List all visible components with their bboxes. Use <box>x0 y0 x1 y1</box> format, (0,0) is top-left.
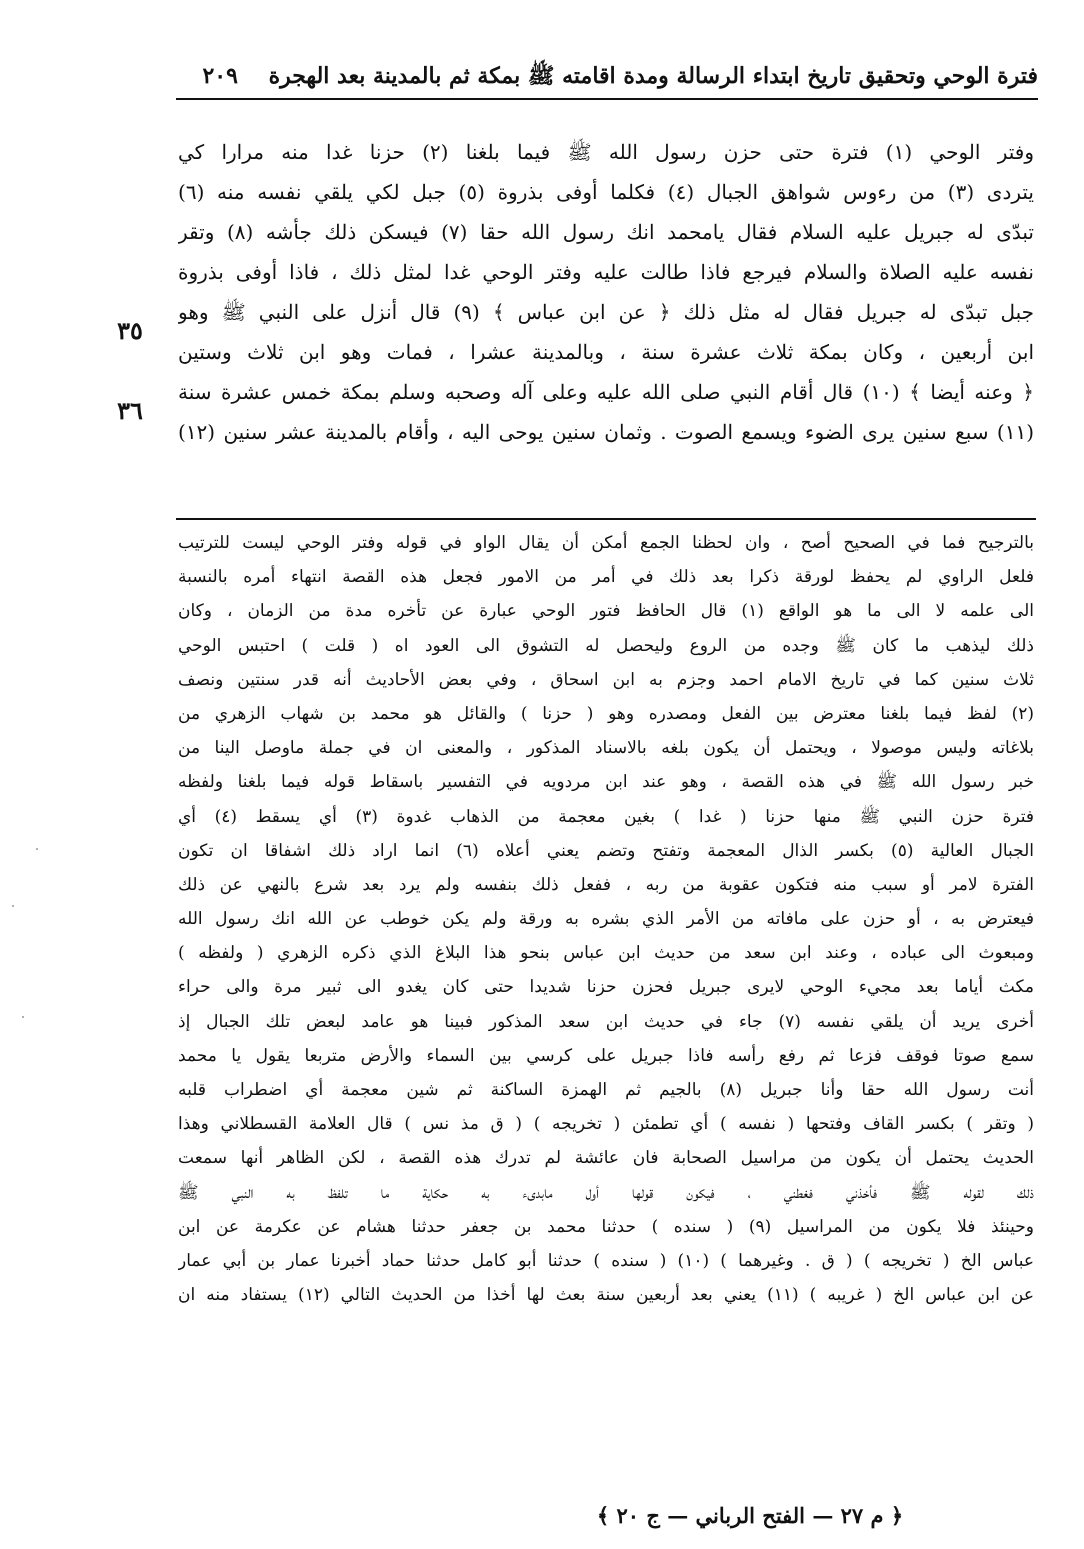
footnote-line: الحديث يحتمل أن يكون من مراسيل الصحابة فان عائشة لم تدرك هذه القصة ، لكن الظاهر أنها سمعت <box>178 1148 1034 1169</box>
text-line: ﴿ وعنه أيضا ﴾ (١٠) قال أقام النبي صلى الله عليه وعلى آله وصحبه وسلم بمكة خمس عشرة سنة <box>178 380 1034 404</box>
text-line: يتردى (٣) من رءوس شواهق الجبال (٤) فكلما أوفى بذروة (٥) جبل لكي يلقي نفسه منه (٦) <box>178 180 1034 204</box>
hadith-number-35: ٣٥ <box>117 316 143 345</box>
text-line: ابن أربعين ، وكان بمكة ثلاث عشرة سنة ، وبالمدينة عشرا ، فمات وهو ابن ثلاث وستين <box>178 340 1034 364</box>
footnotes <box>178 526 1034 1312</box>
footnote-line: (٢) لفظ فيما بلغنا معترض بين الفعل ومصدره وهو ( حزنا ) والقائل هو محمد بن شهاب الزهري من <box>178 703 1034 724</box>
text-line: (١١) سبع سنين يرى الضوء ويسمع الصوت . وثمان سنين يوحى اليه ، وأقام بالمدينة عشر سنين (١٢) <box>178 420 1034 444</box>
footnote-line: مكث أياما بعد مجيء الوحي لايرى جبريل فحزن حزنا شديدا حتى كان يغدو الى ثبير مرة والى حراء <box>178 977 1034 998</box>
footnote-line: ومبعوث الى عباده ، وعند ابن سعد من حديث ابن عباس بنحو هذا البلاغ الذي ذكره الزهري ( ولفظه ) <box>178 943 1034 964</box>
hadith-text <box>178 132 1034 452</box>
footnote-line: بالترجيح فما في الصحيح أصح ، وان لحظنا الجمع أمكن أن يقال الواو في قوله وفتر الوحي ليست للترتيب <box>178 533 1034 553</box>
footnote-line: أخرى يريد أن يلقي نفسه (٧) جاء في حديث ابن سعد المذكور فبينا هو عامد لبعض تلك الجبال إذ <box>178 1011 1034 1032</box>
footnote-line: فلعل الراوي لم يحفظ لورقة ذكرا بعد ذلك في أمر من الامور فجعل هذه القصة انتهاء أمره بالنسبة <box>178 567 1034 588</box>
text-line: تبدّى له جبريل عليه السلام فقال يامحمد انك رسول الله حقا (٧) فيسكن ذلك جأشه (٨) وتقر <box>178 220 1034 244</box>
hadith-number-36: ٣٦ <box>117 396 143 425</box>
footnote-line: الفترة لامر أو سبب منه فتكون عقوبة من ربه ، ففعل ذلك بنفسه ولم يرد بعد شرع بالنهي عن ذلك <box>178 874 1034 895</box>
scan-speck <box>22 1016 24 1018</box>
scan-speck <box>36 848 38 850</box>
footnote-line: سمع صوتا فوقف فزعا ثم رفع رأسه فاذا جبريل على كرسي بين السماء والأرض متربعا يقول يا محمد <box>178 1045 1034 1066</box>
footnote-line: الجبال العالية (٥) بكسر الذال المعجمة وتفتح وتضم يعني أعلاه (٦) انما اراد ذلك اشفاقا ان تكون <box>178 840 1034 861</box>
scan-speck <box>12 905 14 907</box>
footnote-divider <box>176 518 1036 520</box>
running-title: فترة الوحي وتحقيق تاريخ ابتداء الرسالة ومدة اقامته ﷺ بمكة ثم بالمدينة بعد الهجرة <box>268 63 1038 89</box>
footnote-line: وحينئذ فلا يكون من المراسيل (٩) ( سنده ) حدثنا محمد بن جعفر حدثنا هشام عن عكرمة عن ابن <box>178 1216 1034 1237</box>
text-line: نفسه عليه الصلاة والسلام فيرجع فاذا طالت عليه وفتر الوحي غدا لمثل ذلك ، فاذا أوفى بذروة <box>178 260 1034 284</box>
footnote-line: فترة حزن النبي ﷺ منها حزنا ( غدا ) بغين معجمة من الذهاب غدوة (٣) أي يسقط (٤) أي <box>178 806 1034 827</box>
footnote-line: أنت رسول الله حقا وأنا جبريل (٨) بالجيم ثم الهمزة الساكنة ثم شين معجمة أي اضطراب قلبه <box>178 1080 1034 1100</box>
running-header <box>178 58 1038 94</box>
header-divider <box>176 98 1038 100</box>
footnote-line: ذلك لقوله ﷺ فأخذني فغطني ، فيكون قولها أول مابدىء به حكاية ما تلفظ به النبي ﷺ <box>178 1182 1034 1203</box>
footnote-line: ( وتقر ) بكسر القاف وفتحها ( نفسه ) أي تطمئن ( تخريجه ) ( ق مذ نس ) قال العلامة القسطلاني وهذا <box>178 1114 1034 1135</box>
footnote-line: فيعترض به ، أو حزن على مافاته من الأمر الذي بشره به ورقة ولم يكن خوطب عن الله انك رسول الله <box>178 909 1034 930</box>
footnote-line: ذلك ليذهب ما كان ﷺ وجده من الروع وليحصل له التشوق الى العود اه ( قلت ) احتبس الوحي <box>178 635 1034 656</box>
text-line: جبل تبدّى له جبريل فقال له مثل ذلك ﴿ عن ابن عباس ﴾ (٩) قال أنزل على النبي ﷺ وهو <box>178 300 1034 324</box>
text-line: وفتر الوحي (١) فترة حتى حزن رسول الله ﷺ فيما بلغنا (٢) حزنا غدا منه مرارا كي <box>178 140 1034 164</box>
footnote-line: خبر رسول الله ﷺ في هذه القصة ، وهو عند ابن مردويه في التفسير باسقاط قوله فيما بلغنا ولفظه <box>178 772 1034 793</box>
footnote-line: ثلاث سنين كما في تاريخ الامام احمد وجزم به ابن اسحاق ، وفي بعض الأحاديث أنه قدر سنتين ونصف <box>178 669 1034 690</box>
signature-mark: ﴿ م ٢٧ — الفتح الرباني — ج ٢٠ ﴾ <box>596 1503 904 1528</box>
footnote-line: عباس الخ ( تخريجه ) ( ق . وغيرهما ) (١٠) ( سنده ) حدثنا أبو كامل حدثنا حماد أخبرنا عمار بن أبي عمار <box>178 1250 1034 1271</box>
footnote-line: بلاغاته وليس موصولا ، ويحتمل أن يكون بلغه بالاسناد المذكور ، والمعنى ان في جملة ماوصل الينا من <box>178 738 1034 759</box>
footnote-line: عن ابن عباس الخ ( غريبه ) (١١) يعني بعد أربعين سنة بعث لها أخذا من الحديث التالي (١٢) يستفاد منه ان <box>178 1285 1034 1306</box>
page-number: ٢٠٩ <box>202 63 238 89</box>
footnote-line: الى علمه لا الى ما هو الواقع (١) قال الحافظ فتور الوحي عبارة عن تأخره مدة من الزمان ، وكان <box>178 601 1034 622</box>
